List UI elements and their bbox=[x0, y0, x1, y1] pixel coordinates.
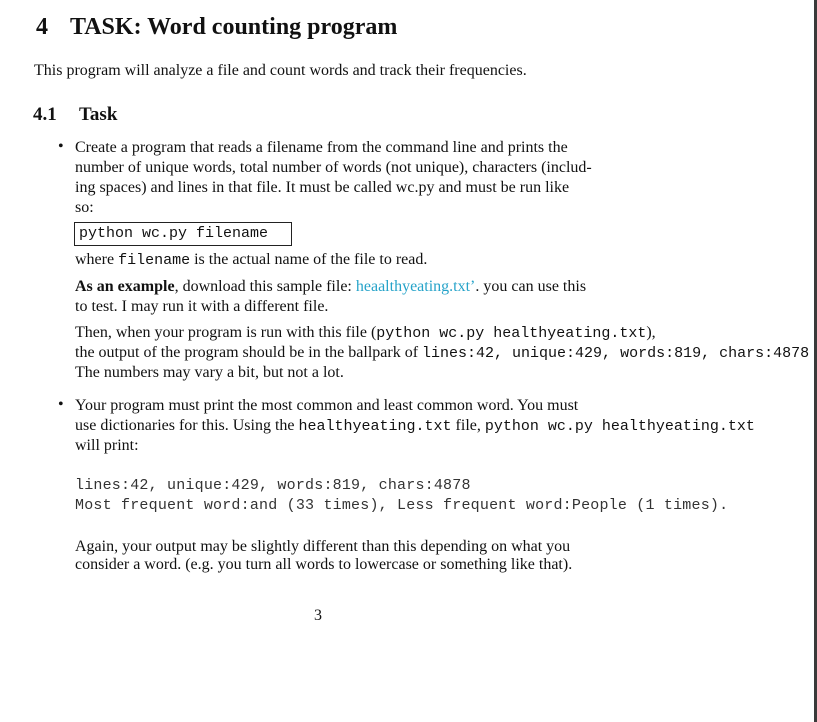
program-output-line-1: lines:42, unique:429, words:819, chars:4878 bbox=[75, 477, 471, 494]
vary-line: The numbers may vary a bit, but not a lot. bbox=[75, 364, 344, 381]
bullet2-code-1: healthyeating.txt bbox=[298, 418, 452, 435]
then-suffix: ), bbox=[646, 324, 656, 341]
example-line-2: to test. I may run it with a different file. bbox=[75, 298, 329, 315]
then-line bbox=[75, 324, 656, 342]
where-suffix: is the actual name of the file to read. bbox=[190, 251, 428, 268]
bullet1-line-1: Create a program that reads a filename from the command line and prints the bbox=[75, 139, 568, 156]
bullet2-line-2 bbox=[75, 417, 755, 435]
command-box: python wc.py filename bbox=[74, 222, 292, 246]
where-code: filename bbox=[118, 252, 191, 269]
bullet1-line-4: so: bbox=[75, 199, 94, 216]
subsection-number: 4.1 bbox=[33, 104, 57, 125]
output-ballpark-line bbox=[75, 344, 814, 362]
section-number: 4 bbox=[36, 14, 48, 40]
bullet1-line-2: number of unique words, total number of words (not unique), characters (includ- bbox=[75, 159, 592, 176]
example-bold: As an example bbox=[75, 278, 175, 295]
subsection-heading bbox=[33, 104, 117, 126]
again-line-1: Again, your output may be slightly different than this depending on what you bbox=[75, 538, 571, 555]
section-title: TASK: Word counting program bbox=[70, 14, 398, 40]
where-prefix: where bbox=[75, 251, 119, 268]
bullet-marker-2: • bbox=[58, 396, 64, 413]
then-code: python wc.py healthyeating.txt bbox=[376, 325, 647, 342]
intro-paragraph: This program will analyze a file and count words and track their frequencies. bbox=[34, 62, 527, 79]
bullet2-line-1: Your program must print the most common and least common word. You must bbox=[75, 397, 579, 414]
then-prefix: Then, when your program is run with this file ( bbox=[75, 324, 377, 341]
bullet2-code-2: python wc.py healthyeating.txt bbox=[484, 418, 755, 435]
subsection-title: Task bbox=[79, 104, 118, 125]
example-end: . you can use this bbox=[475, 278, 587, 295]
bullet2-line-3: will print: bbox=[75, 437, 139, 454]
bullet-marker-1: • bbox=[58, 138, 64, 155]
sample-file-link[interactable]: heaalthyeating.txt’ bbox=[355, 278, 476, 295]
page-number: 3 bbox=[314, 607, 322, 624]
program-output-line-2: Most frequent word:and (33 times), Less frequent word:People (1 times). bbox=[75, 497, 729, 514]
again-line-2: consider a word. (e.g. you turn all words to lowercase or something like that). bbox=[75, 556, 573, 573]
bullet2-mid: file, bbox=[451, 417, 485, 434]
bullet1-line-3: ing spaces) and lines in that file. It must be called wc.py and must be run like bbox=[75, 179, 570, 196]
section-heading bbox=[36, 14, 397, 41]
where-line bbox=[75, 251, 427, 269]
output-code: lines:42, unique:429, words:819, chars:4878 bbox=[422, 345, 810, 362]
example-text: , download this sample file: bbox=[174, 278, 356, 295]
bullet2-prefix: use dictionaries for this. Using the bbox=[75, 417, 299, 434]
output-prefix: the output of the program should be in the ballpark of bbox=[75, 344, 423, 361]
example-line-1 bbox=[75, 278, 586, 296]
